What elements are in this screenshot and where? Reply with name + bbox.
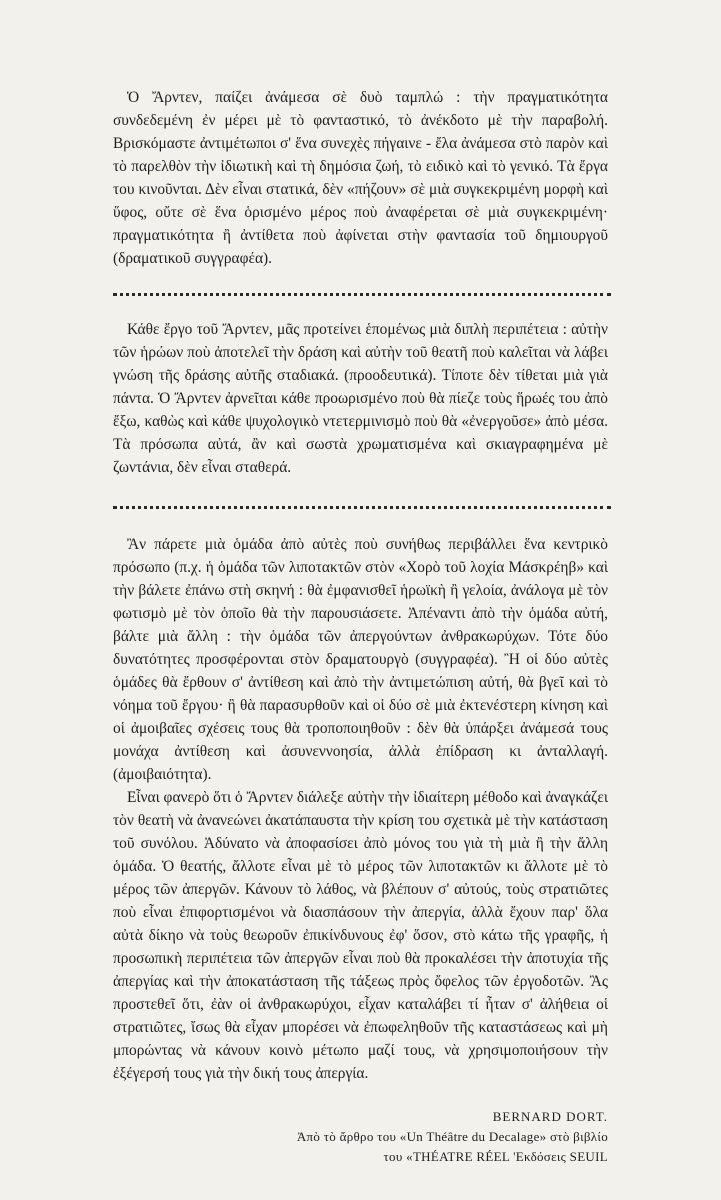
paragraph-3: Ἂν πάρετε μιὰ ὁμάδα ἀπὸ αὐτὲς ποὺ συνήθως περιβάλλει ἕνα κεντρικὸ πρόσωπο (π.χ. ἡ ὁμάδα τῶν λιποτακτῶν στὸν «Χορὸ τοῦ λοχία Μάσκρέηβ» καὶ τὴν βάλετε ἐπάνω στὴ σκηνή : θὰ ἐμφανισθεῖ ἡρωϊκὴ ἢ γελοία, ἀνάλογα μὲ τὸν φωτισμὸ μὲ τὸν ὁποῖο θὰ τὴν παρουσιάσετε. Ἀπέναντι ἀπὸ τὴν ὁμάδα αὐτή, βάλτε μιὰ ἄλλη : τὴν ὁμάδα τῶν ἀπεργούντων ἀνθρακωρύχων. Τότε δύο δυνατότητες προσφέρονται στὸν δραματουργὸ (συγγραφέα). Ἢ οἱ δύο αὐτὲς ὁμάδες θὰ ἔρθουν σ' ἀντίθεση καὶ ἀπὸ τὴν ἀντιμετώπιση αὐτή, θὰ βγεῖ καὶ τὸ νόημα τοῦ ἔργου· ἢ θὰ παρασυρθοῦν καὶ οἱ δύο σὲ μιὰ ἐκτενέστερη κίνηση καὶ οἱ ἀμοιβαῖες σχέσεις τους θὰ τροποποιηθοῦν : δὲν θὰ ὑπάρξει ἀνάμεσά τους μονάχα ἀντίθεση καὶ ἀσυνεννοησία, ἀλλὰ ἐπίδραση κι ἀνταλλαγή. (ἀμοιβαιότητα). bbox=[113, 536, 608, 783]
signature-block bbox=[113, 1107, 608, 1167]
paragraph-1: Ὁ Ἄρντεν, παίζει ἀνάμεσα σὲ δυὸ ταμπλώ : τὴν πραγματικότητα συνδεδεμένη ἐν μέρει μὲ τὸ φανταστικό, τὸ ἀνέκδοτο μὲ τὴν παραβολή. Βρισκόμαστε ἀντιμέτωποι σ' ἕνα συνεχὲς πήγαινε - ἔλα ἀνάμεσα στὸ παρὸν καὶ τὸ παρελθὸν τὴν ἰδιωτικὴ καὶ τὴ δημόσια ζωή, τὸ ειδικὸ καὶ τὸ γενικό. Τὰ ἔργα του κινοῦνται. Δὲν εἶναι στατικά, δὲν «πήζουν» σὲ μιὰ συγκεκριμένη μορφὴ καὶ ὕφος, οὔτε σὲ ἕνα ὁρισμένο μέρος ποὺ ἀναφέρεται σὲ μιὰ συγκεκριμένη· πραγματικότητα ἢ ἀντίθετα ποὺ ἀφίνεται στὴν φαντασία τοῦ δημιουργοῦ (δραματικοῦ συγγραφέα). bbox=[113, 89, 608, 267]
signature-source-line-2: του «THÉATRE RÉEL 'Εκδόσεις SEUIL bbox=[383, 1149, 608, 1164]
dotted-separator-1 bbox=[113, 293, 611, 296]
signature-author: BERNARD DORT. bbox=[492, 1109, 608, 1124]
paragraph-4: Εἶναι φανερὸ ὅτι ὁ Ἄρντεν διάλεξε αὐτὴν τὴν ἰδιαίτερη μέθοδο καὶ ἀναγκάζει τὸν θεατὴ νὰ ἀνανεώνει ἀκατάπαυστα τὴν κρίση του σχετικὰ μὲ τὴν κατάσταση τοῦ συνόλου. Ἀδύνατο νὰ ἀποφασίσει ἀπὸ μόνος του γιὰ τὴ μιὰ ἢ τὴν ἄλλη ὁμάδα. Ὁ θεατής, ἄλλοτε εἶναι μὲ τὸ μέρος τῶν λιποτακτῶν κι ἄλλοτε μὲ τὸ μέρος τῶν ἀπεργῶν. Κάνουν τὸ λάθος, νὰ βλέπουν σ' αὐτούς, τοὺς στρατιῶτες ποὺ εἶναι ἐπιφορτισμένοι νὰ διασπάσουν τὴν ἀπεργία, ἀλλὰ ἔχουν παρ' ὅλα αὐτὰ δίκηο νὰ τοὺς θεωροῦν ἐπικίνδυνους ἐφ' ὅσον, στὸ κάτω τῆς γραφῆς, ἡ προσωπικὴ περιπέτεια τῶν ἀπεργῶν εἶναι ποὺ θὰ προκαλέσει τὴν ἀποτυχία τῆς ἀπεργίας καὶ τὴν ἀποκατάσταση τῆς τάξεως πρὸς ὄφελος τῶν ἐργοδοτῶν. Ἂς προστεθεῖ ὅτι, ἐὰν οἱ ἀνθρακωρύχοι, εἶχαν καταλάβει τί ἦταν σ' ἀλήθεια οἱ στρατιῶτες, ἴσως θὰ εἶχαν μπορέσει νὰ ἐπωφεληθοῦν τῆς καταστάσεως καὶ μὴ μπορώντας νὰ κάνουν κοινὸ μέτωπο μαζί τους, νὰ χρησιμοποιήσουν τὴν ἐξέγερσή τους γιὰ τὴν δική τους ἀπεργία. bbox=[113, 789, 608, 1082]
dotted-separator-2 bbox=[113, 506, 611, 509]
paragraph-2: Κάθε ἔργο τοῦ Ἄρντεν, μᾶς προτείνει ἑπομένως μιὰ διπλὴ περιπέτεια : αὐτὴν τῶν ἡρώων ποὺ ἀποτελεῖ τὴν δράση καὶ αὐτὴν τοῦ θεατῆ ποὺ καλεῖται νὰ λάβει γνώση τῆς δράσης αὐτῆς σταδιακά. (προοδευτικά). Τίποτε δὲν τίθεται μιὰ γιὰ πάντα. Ὁ Ἄρντεν ἀρνεῖται κάθε προωρισμένο ποὺ θὰ πίεζε τοὺς ἥρωές του ἀπὸ ἔξω, καθὼς καὶ κάθε ψυχολογικὸ ντετερμινισμὸ ποὺ θὰ «ἐνεργοῦσε» ἀπὸ μέσα. Τὰ πρόσωπα αὐτά, ἂν καὶ σωστὰ χρωματισμένα καὶ σκιαγραφημένα μὲ ζωντάνια, δὲν εἶναι σταθερά. bbox=[113, 321, 608, 476]
signature-source-line-1: Ἀπὸ τὸ ἄρθρο του «Un Théâtre du Decalage» στὸ βιβλίο bbox=[296, 1129, 608, 1144]
